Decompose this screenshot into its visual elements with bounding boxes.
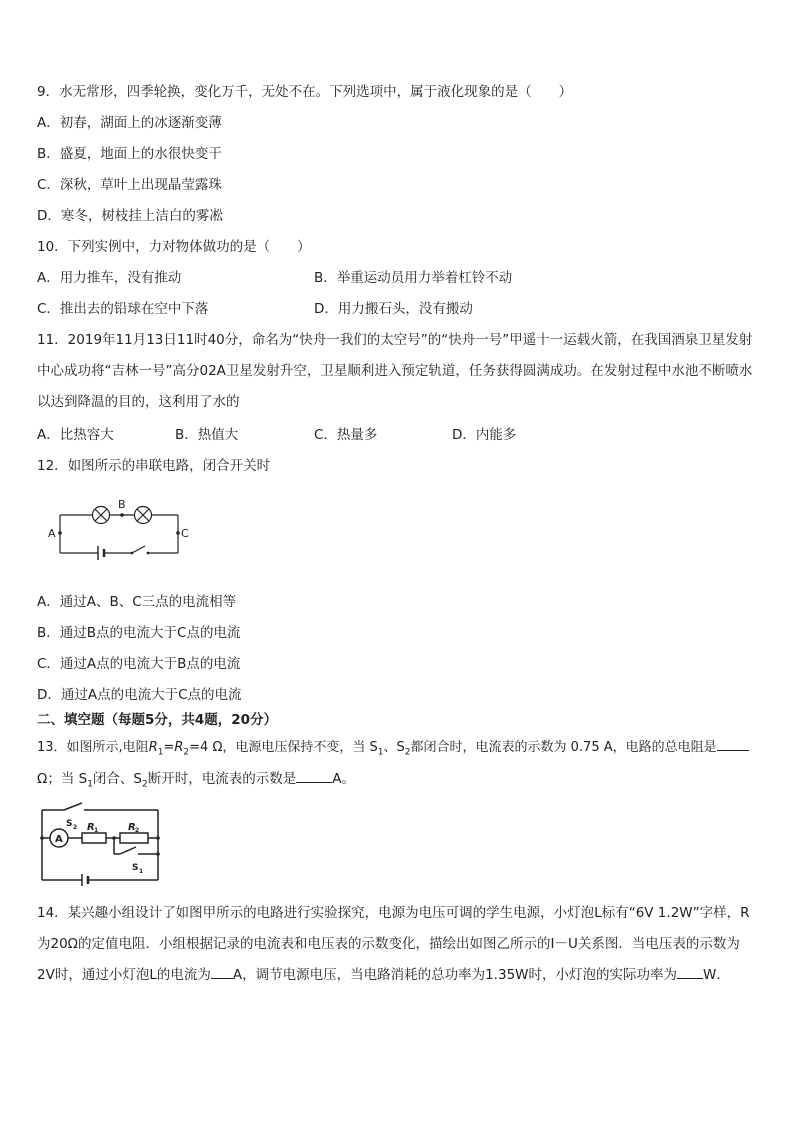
q10-option-b: B．举重运动员用力举着杠铃不动	[314, 270, 513, 286]
q13-r2: R	[174, 740, 184, 755]
q13-line-1	[37, 738, 749, 763]
q13-part-2: =4 Ω，电源电压保持不变，当 S	[189, 740, 378, 755]
q12-option-a: A．通过A、B、C三点的电流相等	[37, 594, 237, 610]
q13-line-2	[37, 769, 355, 795]
q13-fig-r1: R	[87, 822, 95, 833]
q14-text-a: 14．某兴趣小组设计了如图甲所示的电路进行实验探究，电源为电压可调的学生电源，小灯泡L标有“6V 1.2W”字样，R为20Ω的定值电阻．小组根据记录的电流表和电压表的示数变化，描绘出如图乙所示的I－U关系图．当电压表的示数为2V时，通过小灯泡L的电流为	[37, 905, 750, 983]
q14-answer-blank-2[interactable]	[677, 978, 703, 979]
q10-option-a: A．用力推车，没有推动	[37, 270, 182, 286]
q13-eq: =	[163, 740, 175, 755]
q13-fig-s1-sub: 1	[139, 868, 144, 875]
q13-fig-ammeter: A	[55, 834, 63, 845]
q12-option-d: D．通过A点的电流大于C点的电流	[37, 687, 242, 703]
q13-part-3: 都闭合时，电流表的示数为 0.75 A，电路的总电阻是	[410, 740, 717, 755]
q10-stem: 10．下列实例中，力对物体做功的是（ ）	[37, 239, 311, 255]
q9-option-d: D．寒冬，树枝挂上洁白的雾凇	[37, 208, 223, 224]
q13-fig-r1-sub: 1	[94, 827, 99, 834]
q13-r2-sub: 2	[183, 747, 190, 758]
q13-fig-s2-sub: 2	[73, 824, 78, 831]
q13-fig-r2: R	[128, 822, 136, 833]
q13-fig-s1: S	[132, 863, 139, 873]
q14-text-c: W．	[703, 967, 730, 983]
q11-option-a: A．比热容大	[37, 427, 114, 443]
q13-s2-sub: 2	[404, 747, 411, 758]
q13-part-1: 13．如图所示,电阻	[37, 740, 149, 755]
q13-line2-s2-sub: 2	[142, 779, 148, 790]
q14-answer-blank-1[interactable]	[211, 978, 233, 979]
q11-stem: 11．2019年11月13日11时40分，命名为“快舟一我们的太空号”的“快舟一号”甲遥十一运载火箭，在我国酒泉卫星发射中心成功将“吉林一号”高分02A卫星发射升空，卫星顺利进入预定轨道，任务获得圆满成功。在发射过程中水池不断喷水以达到降温的目的，这利用了水的	[37, 332, 753, 410]
q13-answer-blank-2[interactable]	[296, 782, 332, 783]
q12-option-c: C．通过A点的电流大于B点的电流	[37, 656, 241, 672]
q13-fig-r2-sub: 2	[135, 827, 140, 834]
q12-label-c: C	[181, 527, 189, 540]
q10-option-d: D．用力搬石头，没有搬动	[314, 301, 473, 317]
q9-option-b: B．盛夏，地面上的水很快变干	[37, 146, 222, 162]
q13-r1: R	[148, 740, 158, 755]
q13-r1-sub: 1	[157, 747, 164, 758]
q12-option-b: B．通过B点的电流大于C点的电流	[37, 625, 241, 641]
q13-answer-blank-1[interactable]	[717, 750, 749, 751]
q10-option-c: C．推出去的铅球在空中下落	[37, 301, 209, 317]
q12-label-a: A	[48, 527, 56, 540]
q14-text	[37, 898, 757, 991]
section-2-heading: 二、填空题（每题5分，共4题，20分）	[37, 712, 278, 728]
q13-line2-a: Ω；当 S	[37, 771, 88, 787]
q9-option-a: A．初春，湖面上的冰逐渐变薄	[37, 115, 222, 131]
q11-option-b: B．热值大	[175, 427, 239, 443]
q14-text-b: A，调节电源电压，当电路消耗的总功率为1.35W时，小灯泡的实际功率为	[232, 967, 678, 983]
q9-option-c: C．深秋，草叶上出现晶莹露珠	[37, 177, 222, 193]
q11-option-d: D．内能多	[452, 427, 517, 443]
q13-circuit-figure	[36, 800, 166, 888]
q12-stem: 12．如图所示的串联电路，闭合开关时	[37, 458, 271, 474]
q13-line2-b: 闭合、S	[92, 771, 142, 787]
q13-fig-s2: S	[66, 819, 73, 829]
q13-line2-d: A。	[332, 771, 355, 787]
q13-sep: 、S	[383, 740, 405, 755]
q13-line2-c: 断开时，电流表的示数是	[147, 771, 297, 787]
q13-s1-sub: 1	[377, 747, 384, 758]
q11-option-c: C．热量多	[314, 427, 378, 443]
q12-series-circuit-figure	[44, 497, 194, 561]
q12-label-b: B	[118, 498, 126, 511]
q13-line2-s1-sub: 1	[87, 779, 93, 790]
q9-stem: 9．水无常形，四季轮换，变化万千，无处不在。下列选项中，属于液化现象的是（ ）	[37, 84, 573, 100]
